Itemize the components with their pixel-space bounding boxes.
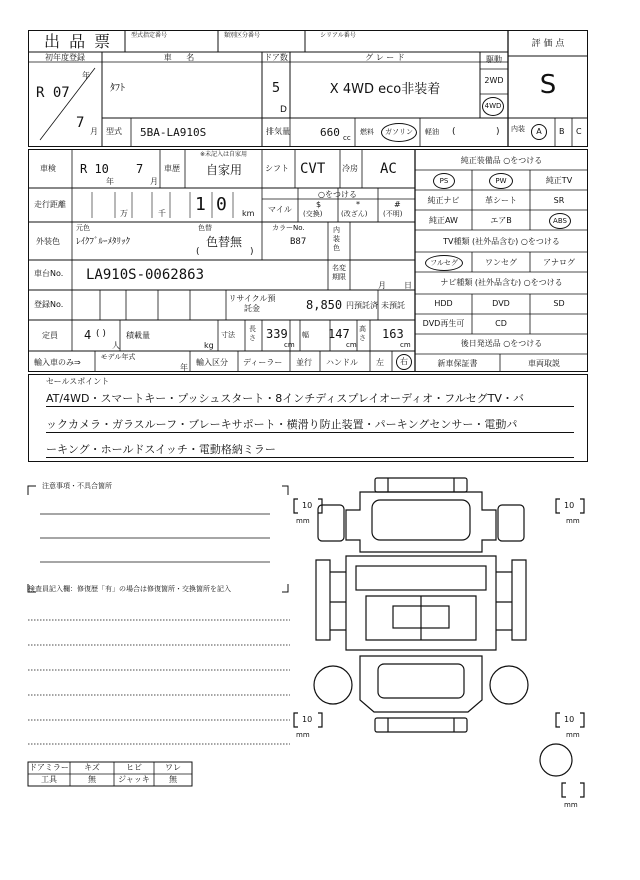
shift-label: シフト <box>265 164 289 173</box>
interior-color-label: 内装色 <box>333 226 340 252</box>
mileage-label: 走行距離 <box>34 200 66 209</box>
recycle-amount: 8,850 <box>306 298 343 312</box>
width-label: 幅 <box>302 331 309 339</box>
first-reg-month: 7 <box>76 115 85 131</box>
notes-label: 注意事項・不具合箇所 <box>42 482 112 490</box>
equipment-sunroof: SR <box>553 196 565 205</box>
serial-label: シリアル番号 <box>320 32 356 39</box>
doors-value: 5 <box>271 81 281 96</box>
sales-points-line-3: ーキング・ホールドスイッチ・電動格納ミラー <box>46 444 574 458</box>
ac-value: AC <box>380 161 397 177</box>
later-shipment-label: 後日発送品 ○をつける <box>460 339 543 348</box>
tire-front-right-value: 10 <box>564 501 575 510</box>
std-equipment-label: 純正装備品 ○をつける <box>460 156 543 165</box>
swap-symbol: $ <box>316 200 322 209</box>
chassis-label: 車台No. <box>34 269 64 278</box>
recycle-label: リサイクル預託金 <box>228 294 276 313</box>
interior-c: C <box>576 127 582 136</box>
later-manual: 車両取説 <box>528 359 560 368</box>
capacity-label: 定員 <box>42 331 58 340</box>
equipment-ps-circled: PS <box>433 173 455 189</box>
mileage-digit-2: 0 <box>216 194 227 215</box>
tire-rear-left-unit: mm <box>296 731 310 739</box>
legend-crack: ヒビ <box>126 763 142 772</box>
model-year-label: モデル年式 <box>100 353 136 361</box>
year-unit: 年 <box>82 71 90 80</box>
grade-label: グ レ ー ド <box>365 53 405 62</box>
tire-front-left-unit: mm <box>296 517 310 525</box>
history-value: 自家用 <box>206 163 243 177</box>
ac-label: 冷房 <box>342 164 358 173</box>
height-value: 163 <box>382 327 404 341</box>
width-cm: cm <box>346 341 357 349</box>
history-note: ※未記入は自家用 <box>200 151 248 158</box>
equipment-airbag: エアB <box>490 216 512 225</box>
drive-4wd-circled: 4WD <box>482 97 504 116</box>
navi-sd: SD <box>553 299 565 308</box>
name-change-day: 日 <box>404 281 412 290</box>
shaken-month-unit: 月 <box>150 177 158 186</box>
navi-cd: CD <box>495 319 507 328</box>
name-change-month: 月 <box>378 281 386 290</box>
drive-label: 駆動 <box>486 55 502 64</box>
load-label: 積載量 <box>126 331 150 340</box>
length-cm: cm <box>284 341 295 349</box>
rating-label: 評 価 点 <box>531 39 565 49</box>
recycle-status: 円預託済 <box>346 301 378 310</box>
fuel-diesel: 軽油 <box>425 128 439 136</box>
rating-value: S <box>539 70 557 100</box>
mile-label: マイル <box>268 205 292 214</box>
legend-jack: ジャッキ <box>118 775 150 784</box>
length-value: 339 <box>266 327 288 341</box>
history-label: 車歴 <box>164 164 180 173</box>
tire-rear-left-value: 10 <box>302 715 313 724</box>
mileage-mark-note: ○をつける <box>318 190 357 199</box>
form-title: 出 品 票 <box>44 32 113 51</box>
unpaid-label: 未預託 <box>381 301 405 310</box>
swap-label: (交換) <box>303 210 323 218</box>
shaken-year-unit: 年 <box>106 177 114 186</box>
navi-hdd: HDD <box>434 299 453 308</box>
drive-2wd: 2WD <box>484 76 504 85</box>
tire-rear-right-value: 10 <box>564 715 575 724</box>
size-label: 寸法 <box>221 331 235 339</box>
original-color-value: ﾚｲｸﾌﾞﾙｰﾒﾀﾘｯｸ <box>76 237 131 247</box>
legend-broken: ワレ <box>165 763 181 772</box>
legend-tools: 工具 <box>41 775 57 784</box>
tv-type-label: TV種類 (社外品含む) ○をつける <box>443 237 560 246</box>
width-value: 147 <box>328 327 350 341</box>
unknown-symbol: # <box>394 200 401 209</box>
registration-label: 登録No. <box>34 300 64 309</box>
kg-unit: kg <box>204 341 214 350</box>
equipment-navi: 純正ナビ <box>427 196 460 205</box>
sales-points-label: セールスポイント <box>46 377 110 386</box>
exterior-color-label: 外装色 <box>36 237 60 246</box>
car-name: ﾀﾌﾄ <box>110 83 125 94</box>
first-reg-label: 初年度登録 <box>45 53 85 62</box>
chassis-number: LA910S-0062863 <box>86 267 205 283</box>
interior-label: 内装 <box>511 125 525 133</box>
inspector-label: 検査員記入欄：修復歴「有」の場合は修復箇所・交換箇所を記入 <box>28 585 231 593</box>
original-color-label: 元色 <box>76 224 90 232</box>
category-label: 類別区分番号 <box>224 32 261 39</box>
legend-tools-value: 無 <box>88 775 96 784</box>
displacement-label: 排気量 <box>266 127 290 136</box>
tamper-symbol: * <box>356 200 360 209</box>
shaken-month: 7 <box>136 162 144 176</box>
capacity-value: 4 <box>84 328 92 342</box>
handle-label: ハンドル <box>326 358 358 367</box>
repaint-label: 色替 <box>198 224 212 232</box>
tv-oneseg: ワンセグ <box>485 258 517 267</box>
mileage-sen-unit: 千 <box>158 209 166 218</box>
navi-type-label: ナビ種類 (社外品含む) ○をつける <box>440 278 563 287</box>
mileage-man-unit: 万 <box>120 209 128 218</box>
interior-a-circled: A <box>531 124 547 140</box>
spare-tire-unit: mm <box>564 801 578 809</box>
tamper-label: (改ざん) <box>341 210 368 218</box>
legend-scratch: キズ <box>84 763 100 772</box>
first-reg-era: R 07 <box>36 85 70 101</box>
repaint-value: 色替無 <box>206 235 243 249</box>
height-cm: cm <box>400 341 411 349</box>
grade-value: X 4WD eco非装着 <box>329 82 441 97</box>
shaken-era: R 10 <box>80 162 109 176</box>
person-unit: 人 <box>112 341 120 350</box>
equipment-tv: 純正TV <box>545 176 573 185</box>
tv-analog: アナログ <box>543 258 575 267</box>
sales-points-line-2: ックカメラ・ガラスルーフ・ブレーキサポート・横滑り防止装置・パーキングセンサー・電動パ <box>46 419 574 433</box>
equipment-abs-circled: ABS <box>549 213 571 229</box>
doors-label: ドア数 <box>264 53 288 62</box>
month-unit: 月 <box>90 127 98 136</box>
repaint-bracket-close: ) <box>250 247 254 257</box>
fuel-label: 燃料 <box>360 128 374 136</box>
model-code: 5BA-LA910S <box>140 126 207 139</box>
shaken-label: 車検 <box>40 164 56 173</box>
color-no-value: B87 <box>290 237 307 247</box>
parallel-option: 並行 <box>296 358 312 367</box>
unknown-label: (不明) <box>383 210 403 218</box>
tire-front-left-value: 10 <box>302 501 313 510</box>
fuel-bracket-open: ( <box>452 127 456 137</box>
fuel-bracket-close: ) <box>496 127 500 137</box>
dealer-option: ディーラー <box>243 358 283 367</box>
tire-front-right-unit: mm <box>566 517 580 525</box>
capacity-paren: ( ) <box>96 329 106 339</box>
color-no-label: カラーNo. <box>272 224 305 232</box>
navi-dvd: DVD <box>492 299 510 308</box>
equipment-pw-circled: PW <box>489 173 513 189</box>
km-unit: km <box>242 209 255 218</box>
import-category-label: 輸入区分 <box>196 358 228 367</box>
displacement-value: 660 <box>320 126 340 139</box>
shift-value: CVT <box>300 161 326 177</box>
navi-dvd-playback: DVD再生可 <box>422 319 465 328</box>
later-warranty: 新車保証書 <box>437 359 478 368</box>
repaint-bracket-open: ( <box>196 247 200 257</box>
door-type: D <box>280 105 287 115</box>
equipment-aw: 純正AW <box>429 216 458 225</box>
legend-jack-value: 無 <box>169 775 177 784</box>
car-name-label: 車 名 <box>163 53 201 62</box>
tv-fullseg-circled: フルセグ <box>425 255 463 271</box>
mileage-digit-1: 1 <box>195 194 206 215</box>
sales-points-line-1: AT/4WD・スマートキー・プッシュスタート・8インチディスプレイオーディオ・フルセグTV・バ <box>46 393 574 407</box>
cc-unit: cc <box>343 134 351 142</box>
legend-door-mirror: ドアミラー <box>29 763 69 772</box>
height-label: 高さ <box>359 325 366 342</box>
fuel-gasoline-circled: ガソリン <box>381 123 417 142</box>
model-label: 型式 <box>106 127 122 136</box>
handle-right-circled: 右 <box>396 354 412 370</box>
equipment-leather: 革シート <box>485 196 517 205</box>
model-year-unit: 年 <box>180 363 188 372</box>
import-only-label: 輸入車のみ⇒ <box>34 358 81 367</box>
type-designation-label: 型式指定番号 <box>131 32 168 39</box>
handle-left: 左 <box>376 358 384 367</box>
name-change-label: 名変期限 <box>332 264 346 281</box>
length-label: 長さ <box>249 325 256 342</box>
tire-rear-right-unit: mm <box>566 731 580 739</box>
interior-b: B <box>559 127 565 136</box>
